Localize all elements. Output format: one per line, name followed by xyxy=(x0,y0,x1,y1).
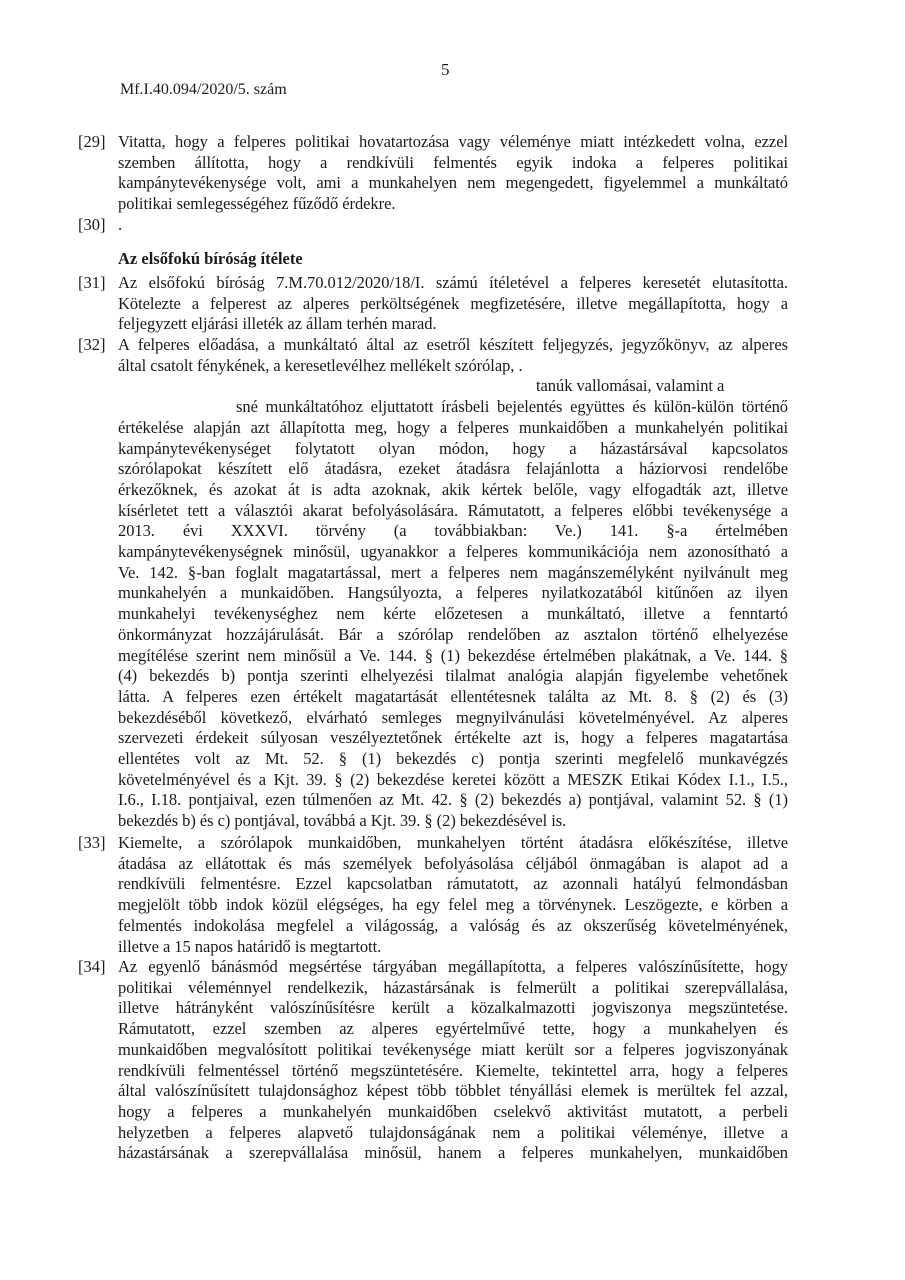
text-line: szórólapokat készített elő átadásra, ezeket átadásra felajánlotta a háziorvosi rendelőbe xyxy=(118,459,788,479)
paragraph-text xyxy=(118,833,788,957)
paragraph-34 xyxy=(78,957,788,1164)
text-line: kampánytevékenységnek minősül, ugyanakkor a felperes kommunikációja nem azonosítható a xyxy=(118,542,788,562)
text-line: Kötelezte a felperest az alperes perköltségének megfizetésére, illetve megállapította, hogy a xyxy=(118,293,788,313)
text-line: Az egyenlő bánásmód megsértése tárgyában megállapította, a felperes valószínűsítette, hogy xyxy=(118,957,788,976)
paragraph-text xyxy=(118,957,788,1164)
text-line: kísérletet tett a választói akarat befolyásolására. Rámutatott, a felperes előbbi tevékenysége a xyxy=(118,500,788,520)
case-number: Mf.I.40.094/2020/5. szám xyxy=(120,81,287,98)
text-line: szervezeti érdekeit súlyosan veszélyeztetőnek értékelte azt is, hogy a felperes magatartása xyxy=(118,728,788,748)
paragraph-30 xyxy=(78,215,788,236)
paragraph-number: [34] xyxy=(78,957,106,976)
text-line: önkormányzat hozzájárulását. Bár a szórólap rendelőben az asztalon történő elhelyezése xyxy=(118,624,788,644)
paragraph-number: [29] xyxy=(78,132,106,151)
paragraph-number: [31] xyxy=(78,273,106,292)
text-line: ellentétes volt az Mt. 52. § (1) bekezdés c) pontja szerinti megfelelő munkavégzés xyxy=(118,749,788,769)
text-line: illetve a 15 napos határidő is megtartott. xyxy=(118,936,382,956)
paragraph-31 xyxy=(78,273,788,335)
text-line: I.6., I.18. pontjaival, ezen túlmenően az Mt. 42. § (2) bekezdés a) pontjával, valamint 52. § (1) xyxy=(118,790,788,810)
paragraph-number: [30] xyxy=(78,215,106,234)
text-line: érkezőknek, és azokat át is adta azoknak, akik kértek belőle, vagy elfogadták azt, illetve xyxy=(118,479,788,499)
text-line: kampánytevékenysége volt, ami a munkahelyen nem megengedett, figyelemmel a munkáltató xyxy=(118,173,788,193)
text-line: által csatolt fénykének, a keresetlevélhez mellékelt szórólap, . xyxy=(118,355,523,375)
text-line: politikai semlegességéhez fűződő érdekre. xyxy=(118,194,396,214)
text-line: látta. A felperes ezen értékelt magatartását ellentétesnek találta az Mt. 8. § (2) és (3) xyxy=(118,686,788,706)
text-line: Az elsőfokú bíróság 7.M.70.012/2020/18/I. számú ítéletével a felperes keresetét elutasította. xyxy=(118,273,788,292)
page-number: 5 xyxy=(441,60,450,79)
text-line: rendkívüli felmentésre. Ezzel kapcsolatban rámutatott, az azonnali hatályú felmondásban xyxy=(118,874,788,894)
text-line: értékelése alapján azt állapította meg, hogy a felperes munkaidőben a munkahelyén politikai xyxy=(118,417,788,437)
text-line: Vitatta, hogy a felperes politikai hovatartozása vagy véleménye miatt intézkedett volna, ezzel xyxy=(118,132,788,151)
text-line: bekezdés b) és c) pontjával, továbbá a Kjt. 39. § (2) bekezdésével is. xyxy=(118,811,567,831)
text-line: házastársának a szerepvállalása minősül, hanem a felperes munkahelyen, munkaidőben xyxy=(118,1143,788,1163)
paragraph-number: [32] xyxy=(78,335,106,354)
section-heading: Az elsőfokú bíróság ítélete xyxy=(118,249,303,268)
text-line: tanúk vallomásai, valamint a xyxy=(536,376,725,396)
paragraph-number: [33] xyxy=(78,833,106,852)
text-line: munkahelyén a munkaidőben. Hangsúlyozta, a felperes nyilatkozatából kitűnően az ilyen xyxy=(118,583,788,603)
text-line: politikai véleménnyel rendelkezik, házastársának is felmerült a politikai szerepvállalása, xyxy=(118,977,788,997)
text-line: feljegyzett eljárási illeték az állam terhén marad. xyxy=(118,314,437,334)
text-line: megjelölt több indok közül elégséges, ha egy felel meg a törvénynek. Leszögezte, e körben a xyxy=(118,895,788,915)
text-line: munkaidőben megvalósított politikai tevékenysége miatt került sor a felperes jogviszonyának xyxy=(118,1039,788,1059)
text-line: bekezdéséből következő, elvárható semleges megnyilvánulási követelményével. Az alperes xyxy=(118,707,788,727)
text-line: Rámutatott, ezzel szemben az alperes egyértelművé tette, hogy a munkahelyen és xyxy=(118,1019,788,1039)
text-line: illetve hátrányként valószínűsítésre került a közalkalmazotti jogviszonya megszüntetése. xyxy=(118,998,788,1018)
text-line: megítélése szerint nem minősül a Ve. 144. § (1) bekezdése értelmében plakátnak, a Ve. 144. § xyxy=(118,645,788,665)
text-line: szemben állította, hogy a rendkívüli felmentés egyik indoka a felperes politikai xyxy=(118,152,788,172)
text-line: . xyxy=(118,215,123,234)
text-line: munkahelyi tevékenységhez nem kérte előzetesen a munkáltató, illetve a fenntartó xyxy=(118,604,788,624)
text-line: sné munkáltatóhoz eljuttatott írásbeli bejelentés együttes és külön-külön történő xyxy=(236,397,788,417)
paragraph-text xyxy=(118,132,788,215)
text-line: követelményével és a Kjt. 39. § (2) bekezdése keretei között a MESZK Etikai Kódex I.1., I.5., xyxy=(118,769,788,789)
text-line: A felperes előadása, a munkáltató által az esetről készített feljegyzés, jegyzőkönyv, az alperes xyxy=(118,335,788,354)
paragraph-text xyxy=(118,215,788,236)
text-line: 2013. évi XXXVI. törvény (a továbbiakban: Ve.) 141. §-a értelmében xyxy=(118,521,788,541)
text-line: Kiemelte, a szórólapok munkaidőben, munkahelyen történt átadásra előkészítése, illetve xyxy=(118,833,788,852)
text-line: rendkívüli felmentéssel történő megszüntetésére. Kiemelte, tekintettel arra, hogy a felperes xyxy=(118,1060,788,1080)
paragraph-29 xyxy=(78,132,788,215)
text-line: átadása az ellátottak és más személyek befolyásolása céljából önmagában is alapot ad a xyxy=(118,853,788,873)
text-line: Ve. 142. §-ban foglalt magatartással, mert a felperes nem magánszemélyként nyilvánult meg xyxy=(118,562,788,582)
paragraph-32 xyxy=(78,335,788,832)
paragraph-33 xyxy=(78,833,788,957)
text-line: kampánytevékenységet folytatott olyan módon, hogy a házastársával kapcsolatos xyxy=(118,438,788,458)
text-line: által valószínűsített tulajdonsághoz képest több többlet tényállási elemek is merültek fel azzal, xyxy=(118,1081,788,1101)
paragraph-text xyxy=(118,335,788,832)
text-line: felmentés indokolása megfelel a világosság, a valóság és az okszerűség követelményének, xyxy=(118,915,788,935)
text-line: helyzetben a felperes alapvető tulajdonságának nem a politikai véleménye, illetve a xyxy=(118,1122,788,1142)
text-line: (4) bekezdés b) pontja szerinti elhelyezési tilalmat analógia alapján figyelembe vehetőnek xyxy=(118,666,788,686)
text-line: hogy a felperes a munkahelyén munkaidőben cselekvő aktivitást mutatott, a perbeli xyxy=(118,1101,788,1121)
paragraph-text xyxy=(118,273,788,335)
